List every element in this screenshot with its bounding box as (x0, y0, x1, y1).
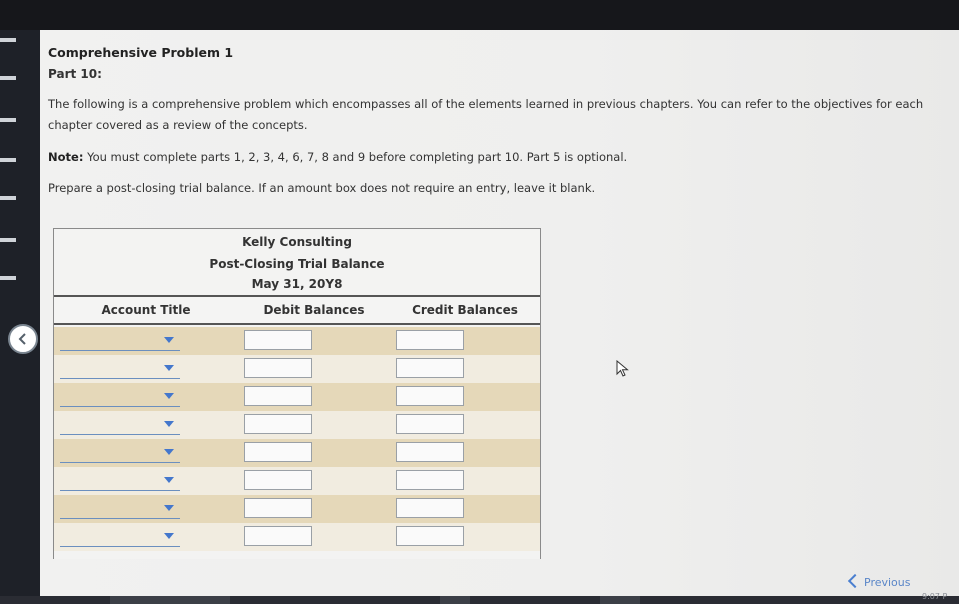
table-row (54, 523, 540, 551)
table-row (54, 495, 540, 523)
caret-down-icon[interactable] (164, 449, 174, 455)
caret-down-icon[interactable] (164, 477, 174, 483)
table-row (54, 411, 540, 439)
credit-input[interactable] (396, 330, 464, 350)
caret-down-icon[interactable] (164, 393, 174, 399)
caret-down-icon[interactable] (164, 365, 174, 371)
problem-part: Part 10: (48, 67, 102, 81)
corner-text: 9:07 P (922, 592, 948, 601)
column-headers (54, 295, 540, 325)
table-row (54, 439, 540, 467)
debit-input[interactable] (244, 386, 312, 406)
header-debit-balances: Debit Balances (263, 303, 365, 317)
credit-input[interactable] (396, 386, 464, 406)
debit-input[interactable] (244, 442, 312, 462)
problem-instruction: Prepare a post-closing trial balance. If an amount box does not require an entry, leave it blank. (48, 181, 596, 195)
problem-intro: The following is a comprehensive problem which encompasses all of the elements learned in previous chapters. You can refer to the objectives for each chapter covered as a review of the concepts. (48, 97, 924, 132)
caret-down-icon[interactable] (164, 533, 174, 539)
debit-input[interactable] (244, 358, 312, 378)
previous-label: Previous (864, 576, 911, 589)
account-select[interactable] (60, 406, 180, 407)
debit-input[interactable] (244, 498, 312, 518)
problem-note (48, 147, 948, 168)
header-credit-balances: Credit Balances (412, 303, 518, 317)
caret-down-icon[interactable] (164, 505, 174, 511)
account-select[interactable] (60, 350, 180, 351)
mouse-cursor-icon (616, 360, 630, 378)
chevron-left-icon (16, 332, 30, 346)
account-select[interactable] (60, 490, 180, 491)
previous-link[interactable] (850, 576, 911, 589)
debit-input[interactable] (244, 330, 312, 350)
problem-title: Comprehensive Problem 1 (48, 45, 234, 60)
statement-date: May 31, 20Y8 (251, 277, 343, 291)
credit-input[interactable] (396, 470, 464, 490)
caret-down-icon[interactable] (164, 337, 174, 343)
account-select[interactable] (60, 462, 180, 463)
table-row (54, 467, 540, 495)
credit-input[interactable] (396, 498, 464, 518)
statement-name: Post-Closing Trial Balance (209, 257, 385, 271)
credit-input[interactable] (396, 526, 464, 546)
screen-top-bezel (0, 0, 959, 30)
debit-input[interactable] (244, 414, 312, 434)
credit-input[interactable] (396, 442, 464, 462)
table-row (54, 327, 540, 355)
credit-input[interactable] (396, 414, 464, 434)
account-select[interactable] (60, 518, 180, 519)
account-select[interactable] (60, 546, 180, 547)
note-label: Note: (48, 150, 84, 164)
table-row (54, 355, 540, 383)
table-row (54, 383, 540, 411)
company-name: Kelly Consulting (242, 235, 352, 249)
note-text: You must complete parts 1, 2, 3, 4, 6, 7, 8 and 9 before completing part 10. Part 5 is optional. (87, 150, 628, 164)
back-button[interactable] (8, 324, 38, 354)
debit-input[interactable] (244, 526, 312, 546)
header-account-title: Account Title (101, 303, 191, 317)
debit-input[interactable] (244, 470, 312, 490)
caret-down-icon[interactable] (164, 421, 174, 427)
account-select[interactable] (60, 434, 180, 435)
screen-bottom-bezel (0, 596, 959, 604)
chevron-left-icon (848, 574, 862, 588)
left-sidebar-strip (0, 30, 40, 604)
account-select[interactable] (60, 378, 180, 379)
credit-input[interactable] (396, 358, 464, 378)
table-heading (54, 229, 540, 295)
trial-balance-table (53, 228, 541, 559)
